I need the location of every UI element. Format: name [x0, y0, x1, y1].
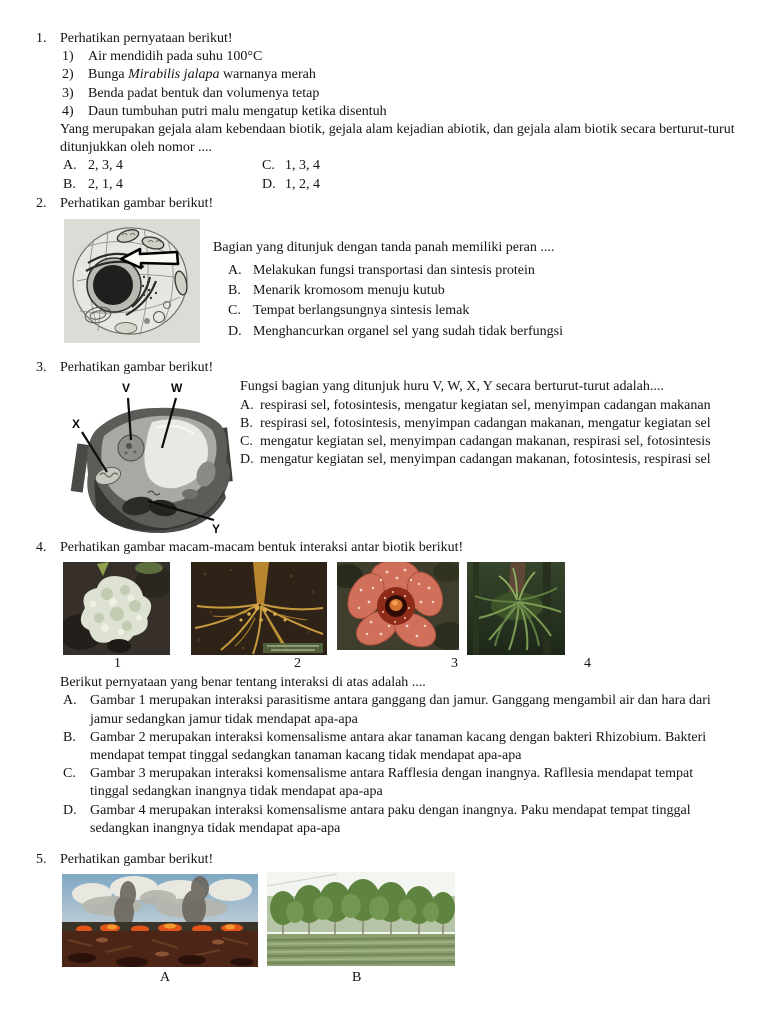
- figB-label: B: [352, 970, 362, 986]
- rafflesia-photo: [337, 562, 459, 650]
- option-c-text: mengatur kegiatan sel, menyimpan cadangan makanan, respirasi sel, fotosintesis: [260, 434, 711, 450]
- question-2-options: [213, 261, 683, 343]
- q5-figure-row: [60, 872, 738, 967]
- option-b-label: B.: [63, 176, 76, 192]
- option-a-label: A.: [240, 397, 254, 413]
- option-a-text: 2, 3, 4: [88, 158, 123, 174]
- option-b-label: B.: [228, 283, 241, 299]
- question-1-stem: Yang merupakan gejala alam kebendaan biotik, gejala alam kejadian abiotik, dan gejala alam biotik secara berturut-turut ditunjukkan oleh nomor ....: [60, 122, 735, 156]
- animal-cell-micrograph: [64, 219, 200, 343]
- option-d-label: D.: [262, 176, 276, 192]
- question-4: [36, 539, 738, 838]
- option-b: [63, 729, 720, 765]
- nucleus: [93, 265, 133, 305]
- root-nodules-photo: [191, 562, 327, 655]
- option-b-label: B.: [240, 415, 253, 431]
- statement-3: [62, 85, 738, 103]
- option-d: [63, 802, 720, 838]
- statement-1: [62, 48, 738, 66]
- statement-3-num: 3): [62, 85, 74, 101]
- option-a-text: Melakukan fungsi transportasi dan sintesis protein: [253, 262, 535, 278]
- q4-figure-row: [60, 562, 738, 655]
- option-d-text: Gambar 4 merupakan interaksi komensalisme antara paku dengan inangnya. Paku mendapat tempat tinggal sedangkan inangnya tidak mendapat apa-apa: [90, 802, 691, 836]
- question-1-options: [63, 157, 738, 193]
- question-3-stem: Fungsi bagian yang ditunjuk huru V, W, X, Y secara berturut-turut adalah....: [240, 379, 664, 395]
- option-c-label: C.: [262, 158, 275, 174]
- statement-4-num: 4): [62, 103, 74, 119]
- option-b: [228, 281, 683, 301]
- plant-cell-3d-figure: [60, 378, 240, 536]
- option-c-label: C.: [240, 434, 253, 450]
- figA-label: A: [160, 970, 171, 986]
- question-1: [36, 30, 738, 194]
- statement-3-text: Benda padat bentuk dan volumenya tetap: [88, 85, 320, 101]
- question-4-number: 4.: [36, 540, 47, 555]
- option-b: [240, 415, 734, 433]
- option-a-text: Gambar 1 merupakan interaksi parasitisme antara ganggang dan jamur. Ganggang mengambil air dan hara dari jamur sedangkan jamur tidak mendapat apa-apa: [90, 693, 711, 727]
- fig1-label: 1: [114, 656, 121, 672]
- question-5-title: Perhatikan gambar berikut!: [60, 852, 214, 867]
- label-v: V: [122, 381, 131, 396]
- fern-epiphyte-photo: [467, 562, 565, 655]
- question-2-title: Perhatikan gambar berikut!: [60, 196, 214, 211]
- option-d-text: 1, 2, 4: [285, 176, 320, 192]
- question-5-number: 5.: [36, 852, 47, 867]
- option-d-text: mengatur kegiatan sel, menyimpan cadangan makanan, fotosintesis, respirasi sel: [260, 452, 711, 468]
- question-2-number: 2.: [36, 196, 47, 211]
- option-a-text: respirasi sel, fotosintesis, mengatur kegiatan sel, menyimpan cadangan makanan: [260, 397, 711, 413]
- species-name-italic: Mirabilis jalapa: [128, 67, 220, 83]
- option-a: [63, 692, 720, 728]
- label-w: W: [171, 381, 183, 396]
- option-c: [240, 433, 734, 451]
- statement-1-num: 1): [62, 49, 74, 65]
- question-2-stem: Bagian yang ditunjuk dengan tanda panah memiliki peran ....: [213, 240, 555, 256]
- forest-fire-photo: [62, 874, 258, 967]
- question-2: [36, 195, 738, 343]
- question-3-number: 3.: [36, 360, 47, 375]
- statement-1-text: Air mendidih pada suhu 100°C: [88, 49, 263, 65]
- option-d: [228, 322, 683, 342]
- fig2-label: 2: [294, 656, 301, 672]
- option-b-text: Gambar 2 merupakan interaksi komensalisme antara akar tanaman kacang dengan bakteri Rhizobium. Bakteri mendapat tempat tinggal sedangkan tanaman kacang tidak mendapat apa-apa: [90, 729, 707, 764]
- fig4-label: 4: [584, 656, 591, 672]
- lichen-photo: [63, 562, 170, 655]
- option-a: [228, 261, 683, 281]
- fig3-label: 3: [451, 656, 458, 672]
- question-5: [36, 851, 738, 989]
- option-d: [240, 451, 734, 469]
- option-c-text: 1, 3, 4: [285, 158, 320, 174]
- statement-2-num: 2): [62, 67, 74, 83]
- statement-4: [62, 103, 738, 121]
- option-c-text: Gambar 3 merupakan interaksi komensalisme antara Rafflesia dengan inangnya. Rafllesia mendapat tempat tinggal sedangkan inangnya tidak mendapat apa-apa: [90, 766, 694, 800]
- option-a-label: A.: [228, 262, 242, 278]
- question-4-title: Perhatikan gambar macam-macam bentuk interaksi antar biotik berikut!: [60, 540, 464, 555]
- statement-2-text: Bunga Mirabilis jalapa warnanya merah: [88, 67, 316, 83]
- statement-4-text: Daun tumbuhan putri malu mengatup ketika disentuh: [88, 103, 387, 119]
- question-1-title: Perhatikan pernyataan berikut!: [60, 31, 233, 46]
- label-y: Y: [212, 522, 221, 537]
- option-b-text: 2, 1, 4: [88, 176, 123, 192]
- option-c-label: C.: [63, 766, 76, 782]
- option-a: [240, 397, 734, 415]
- option-b-text: Menarik kromosom menuju kutub: [253, 283, 445, 299]
- option-c: [63, 765, 720, 801]
- option-d-label: D.: [228, 323, 242, 339]
- option-d-text: Menghancurkan organel sel yang sudah tidak berfungsi: [253, 323, 563, 339]
- question-3-title: Perhatikan gambar berikut!: [60, 360, 214, 375]
- q5-figure-labels: [60, 969, 738, 989]
- question-3: [36, 359, 738, 536]
- option-a-label: A.: [63, 693, 77, 709]
- option-c-text: Tempat berlangsungnya sintesis lemak: [253, 303, 470, 319]
- option-c: [228, 301, 683, 321]
- question-4-stem: Berikut pernyataan yang benar tentang interaksi di atas adalah ....: [60, 675, 426, 691]
- option-a-label: A.: [63, 158, 77, 174]
- option-c-label: C.: [228, 303, 241, 319]
- question-1-number: 1.: [36, 31, 47, 46]
- option-d-label: D.: [240, 452, 254, 468]
- statement-2: [62, 66, 738, 84]
- q4-figure-labels: [60, 655, 738, 674]
- option-d-label: D.: [63, 802, 77, 818]
- tree-plantation-photo: [267, 872, 455, 966]
- option-b-label: B.: [63, 729, 76, 745]
- option-b-text: respirasi sel, fotosintesis, menyimpan cadangan makanan, mengatur kegiatan sel: [260, 415, 711, 431]
- label-x: X: [72, 417, 81, 432]
